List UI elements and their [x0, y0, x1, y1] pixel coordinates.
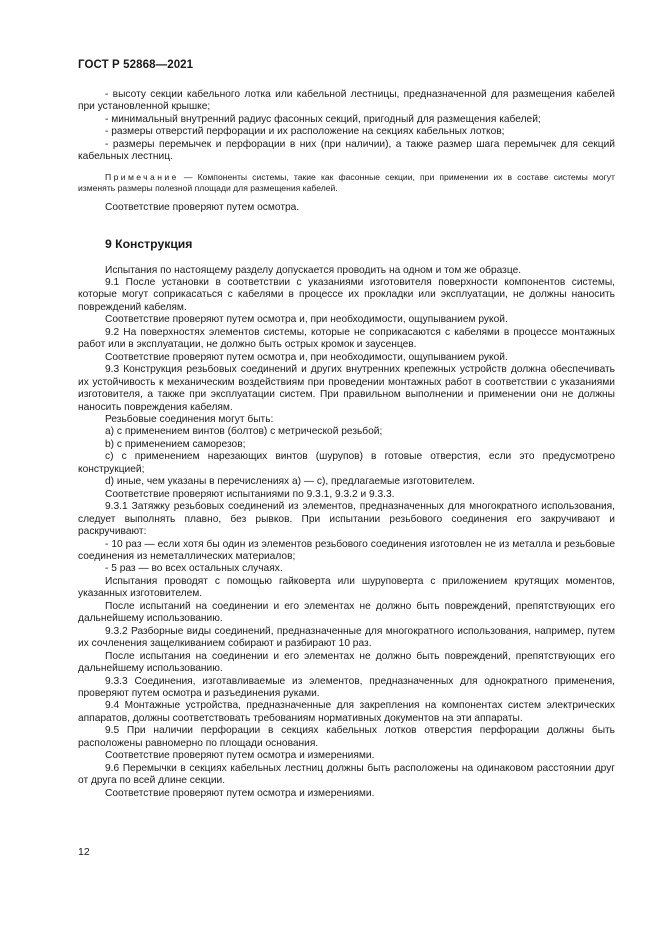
list-item: - высоту секции кабельного лотка или кабельной лестницы, предназначенной для размещения кабелей при установленной крышке;	[78, 89, 615, 113]
page-body	[78, 89, 615, 800]
paragraph: 9.6 Перемычки в секциях кабельных лестниц должны быть расположены на одинаковом расстоянии друг от друга по всей длине секции.	[78, 762, 615, 787]
compliance-statement: Соответствие проверяют путем осмотра.	[105, 202, 300, 214]
list-item: - 10 раз — если хотя бы один из элементов резьбового соединения изготовлен не из металла и резьбовые соединения из неметаллических материалов;	[78, 538, 615, 562]
note-label: Примечание	[105, 171, 179, 182]
paragraph: После испытания на соединении и его элементах не должно быть повреждений, препятствующих его дальнейшему использованию.	[78, 650, 615, 675]
paragraph: Испытания проводят с помощью гайковерта или шуруповерта с приложением крутящих моментов, указанных изготовителем.	[78, 575, 615, 600]
section-body	[78, 265, 615, 800]
list-item: - размеры отверстий перфорации и их расположение на секциях кабельных лотков;	[105, 126, 505, 138]
paragraph: 9.3.1 Затяжку резьбовых соединений из элементов, предназначенных для многократного использования, следует выполнять плавно, без рывков. При испытании резьбового соединения его закручивают и раскручивают:	[78, 501, 615, 538]
paragraph: Соответствие проверяют путем осмотра и, при необходимости, ощупыванием рукой.	[105, 351, 508, 363]
list-item: c) с применением нарезающих винтов (шурупов) в готовые отверстия, если это предусмотрено конструкцией;	[78, 451, 615, 475]
paragraph: 9.3.3 Соединения, изготавливаемые из элементов, предназначенных для однократного применения, проверяют путем осмотра и разъединения руками.	[78, 675, 615, 699]
note-text: — Компоненты системы, такие как фасонные секции, при применении их в составе системы могут изменять размеры полезной площади для размещения кабелей.	[78, 171, 615, 193]
document-code-header: ГОСТ Р 52868—2021	[78, 59, 194, 71]
paragraph: 9.5 При наличии перфорации в секциях кабельных лотков отверстия перфорации должны быть расположены равномерно по площади основания.	[78, 725, 615, 749]
paragraph: 9.3.2 Разборные виды соединений, предназначенные для многократного использования, например, путем их сочленения защелкиванием собирают и разбирают 10 раз.	[78, 625, 615, 650]
section-heading: 9 Конструкция	[105, 236, 193, 251]
requirements-list	[78, 89, 615, 164]
paragraph: 9.4 Монтажные устройства, предназначенные для закрепления на компонентах систем электрических аппаратов, должны соответствовать требованиям нормативных документов на эти аппараты.	[78, 700, 615, 724]
paragraph: Испытания по настоящему разделу допускается проводить на одном и том же образце.	[105, 264, 522, 276]
paragraph: 9.2 На поверхностях элементов системы, которые не соприкасаются с кабелями в процессе монтажных работ или в эксплуатации, не должно быть острых кромок и заусенцев.	[78, 326, 615, 351]
paragraph: Резьбовые соединения могут быть:	[105, 414, 274, 426]
paragraph: Соответствие проверяют путем осмотра и измерениями.	[105, 750, 375, 762]
paragraph: Соответствие проверяют испытаниями по 9.3.1, 9.3.2 и 9.3.3.	[105, 488, 395, 500]
paragraph: После испытаний на соединении и его элементах не должно быть повреждений, препятствующих его дальнейшему использованию.	[78, 600, 615, 625]
list-item: - размеры перемычек и перфорации в них (при наличии), а также размер шага перемычек для секций кабельных лестниц.	[78, 138, 615, 163]
paragraph: Соответствие проверяют путем осмотра и, при необходимости, ощупыванием рукой.	[105, 314, 508, 326]
page-number: 12	[78, 846, 90, 858]
list-item: - минимальный внутренний радиус фасонных секций, пригодный для размещения кабелей;	[105, 113, 541, 125]
note	[78, 172, 615, 194]
list-item: d) иные, чем указаны в перечислениях a) — c), предлагаемые изготовителем.	[105, 476, 475, 488]
paragraph: 9.3 Конструкция резьбовых соединений и других внутренних крепежных устройств должна обеспечивать их устойчивость к механическим воздействиям при проведении монтажных работ в соответствии с указаниями изготовителя, а также при эксплуатации систем. При правильном выполнении и применении они не должны наносить повреждения кабелям.	[78, 364, 615, 413]
paragraph: 9.1 После установки в соответствии с указаниями изготовителя поверхности компонентов системы, которые могут соприкасаться с кабелями в процессе их прокладки или эксплуатации, не должны наносить повреждений кабелям.	[78, 277, 615, 313]
list-item: - 5 раз — во всех остальных случаях.	[105, 563, 283, 575]
list-item: a) с применением винтов (болтов) с метрической резьбой;	[105, 426, 383, 438]
list-item: b) с применением саморезов;	[105, 438, 246, 450]
paragraph: Соответствие проверяют путем осмотра и измерениями.	[105, 787, 375, 799]
